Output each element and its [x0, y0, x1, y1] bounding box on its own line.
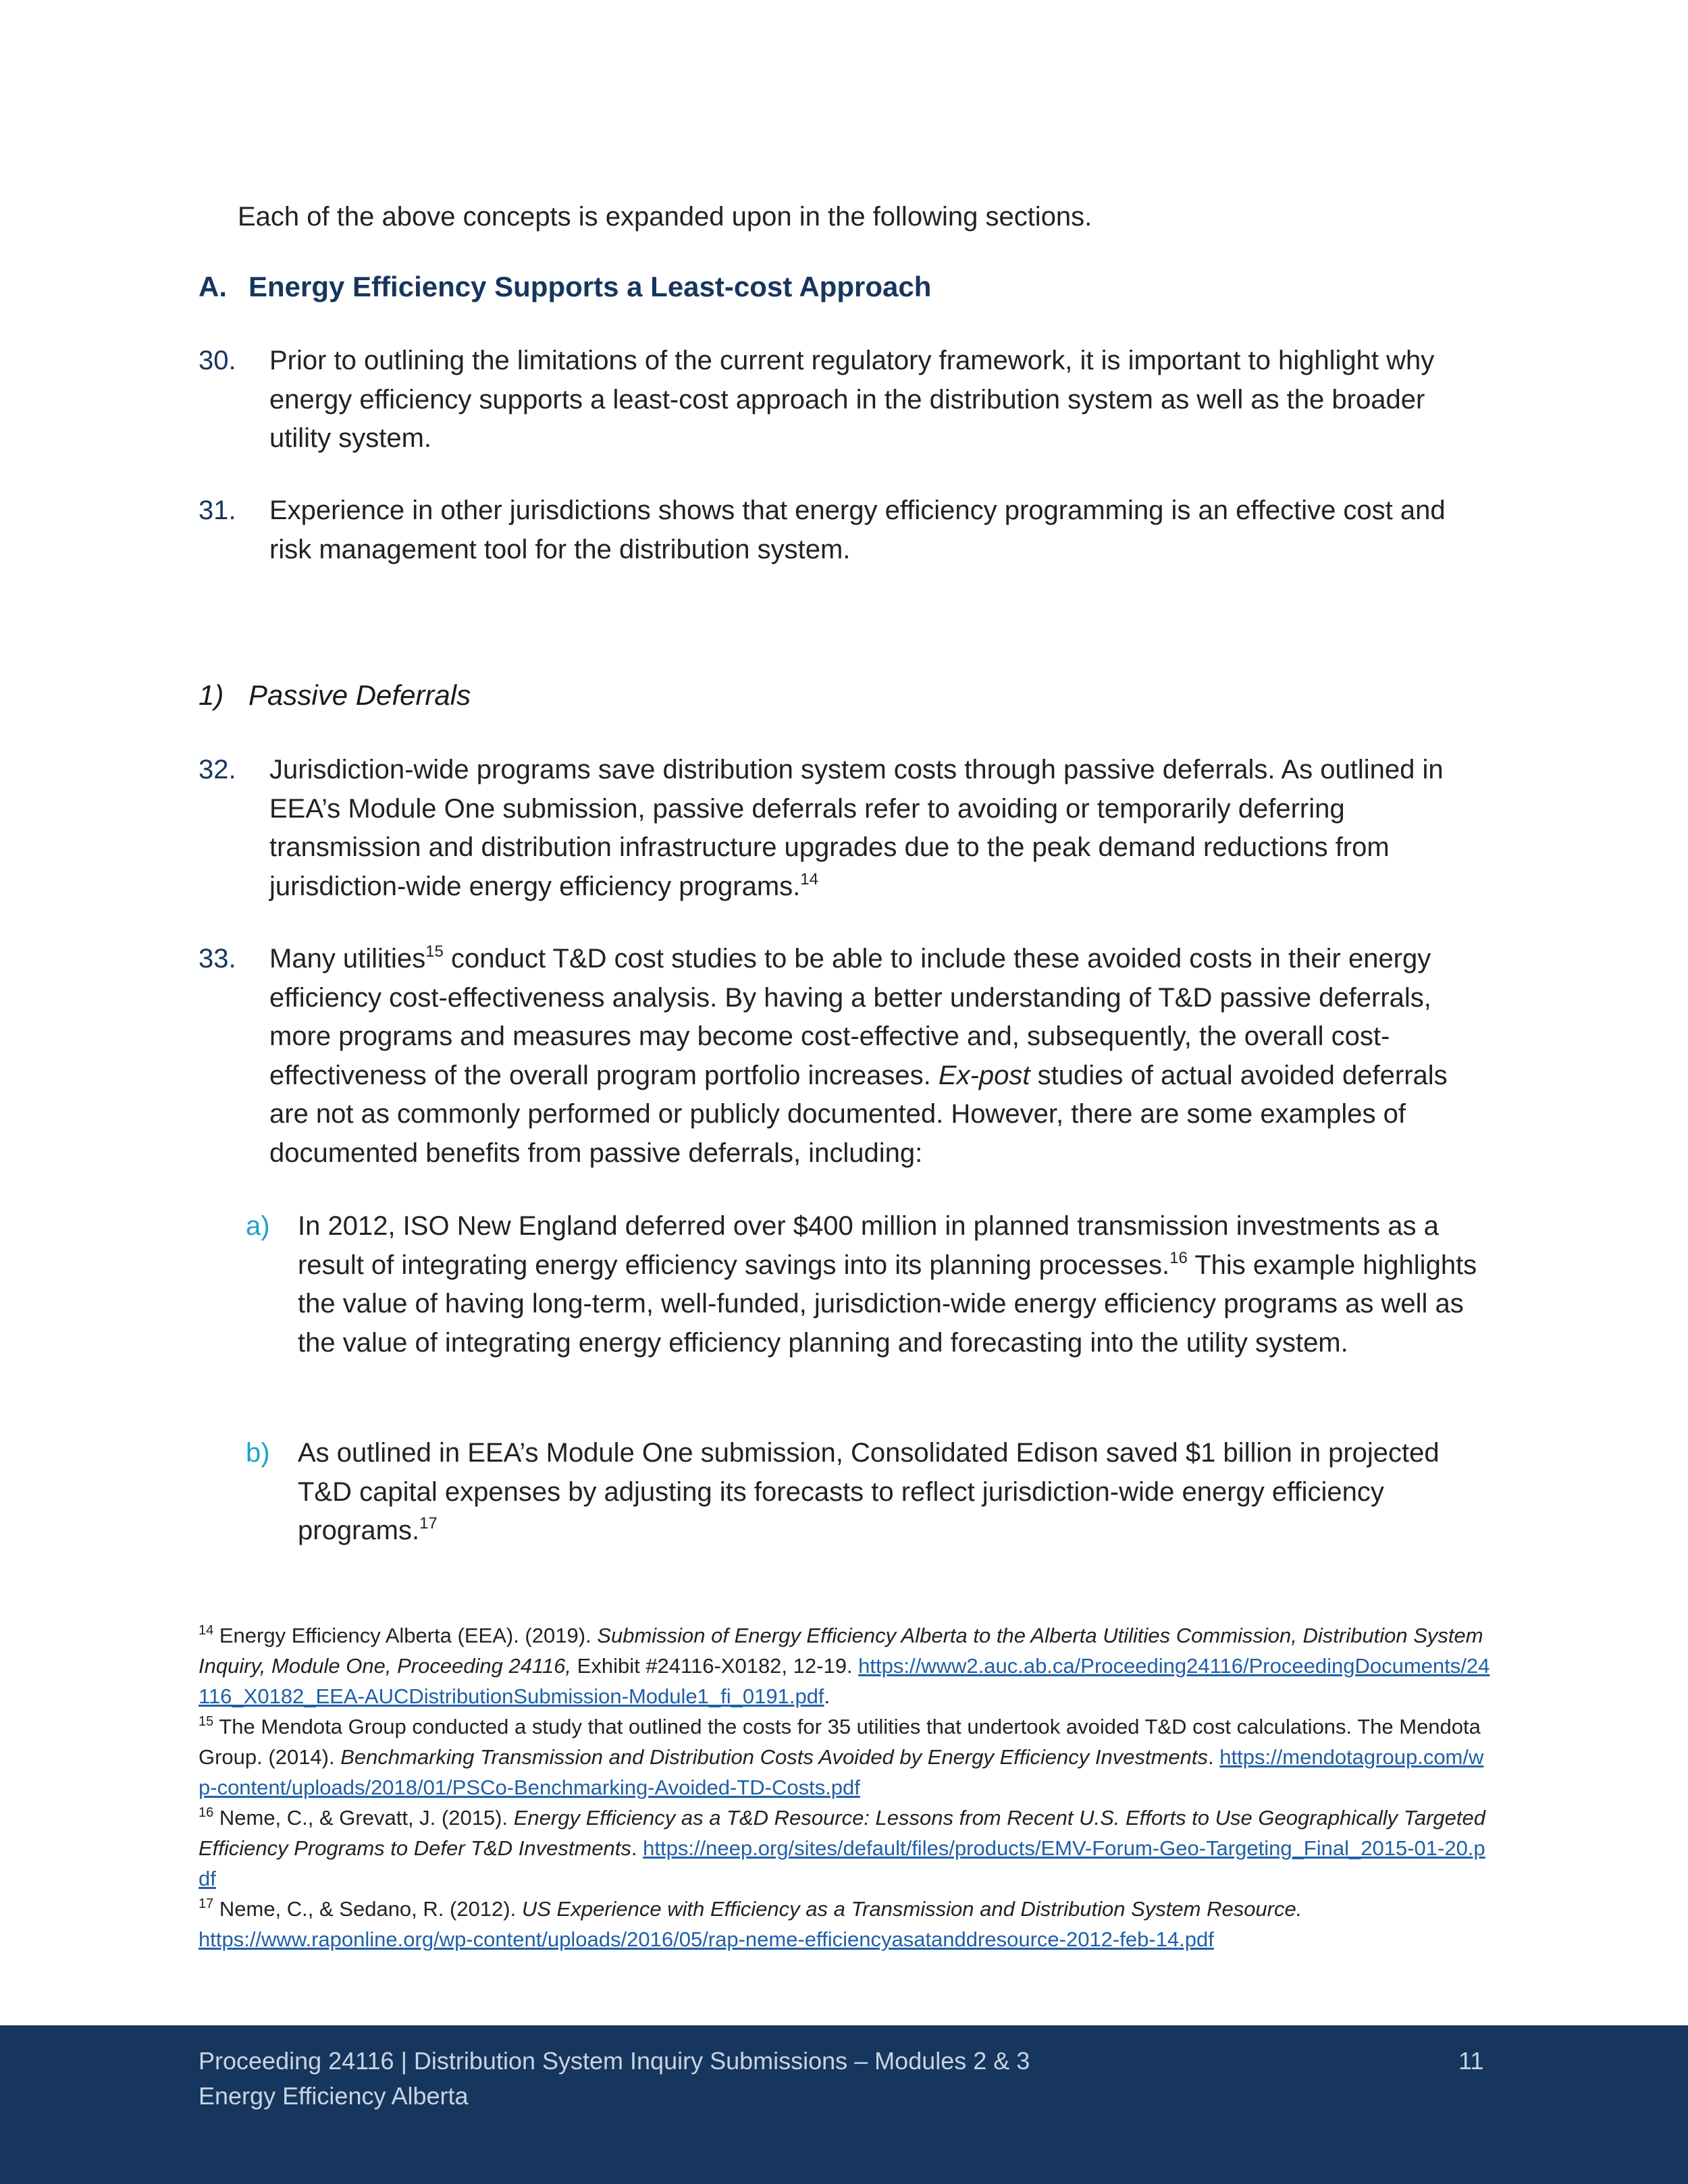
footnote-text: Exhibit #24116-X0182, 12-19. [571, 1654, 859, 1678]
section-title: Energy Efficiency Supports a Least-cost Approach [248, 271, 932, 302]
footnote-title: US Experience with Efficiency as a Transmission and Distribution System Resource. [521, 1897, 1302, 1921]
list-item-label: b) [246, 1438, 270, 1468]
intro-sentence: Each of the above concepts is expanded upon in the following sections. [238, 202, 1092, 232]
footnote-text: . [1208, 1745, 1220, 1769]
italic-term: Ex-post [938, 1060, 1030, 1090]
footer-organization: Energy Efficiency Alberta [199, 2082, 469, 2110]
footnote-text: Energy Efficiency Alberta (EEA). (2019). [213, 1624, 598, 1647]
page-footer [0, 2025, 1688, 2184]
paragraph-text: conduct T&D cost studies to be able to include these avoided costs in their energy efficiency cost-effectiveness analysis. By having a better understanding of T&D passive deferrals, more programs and measures may become cost-effective and, subsequently, the overall cost-effectiveness of the overall program portfolio increases. [269, 944, 1431, 1090]
footnote-17 [199, 1894, 1492, 1954]
footnote-title: Benchmarking Transmission and Distribution Costs Avoided by Energy Efficiency Investments [340, 1745, 1208, 1769]
subsection-heading [199, 675, 471, 716]
list-item-text: As outlined in EEA’s Module One submission, Consolidated Edison saved $1 billion in projected T&D capital expenses by adjusting its forecasts to reflect jurisdiction-wide energy efficiency programs. [298, 1438, 1440, 1545]
footnote-number: 15 [199, 1714, 214, 1729]
footnote-text: . [824, 1684, 830, 1708]
footnote-14 [199, 1620, 1492, 1711]
footer-proceeding: Proceeding 24116 | Distribution System Inquiry Submissions – Modules 2 & 3 [199, 2047, 1030, 2075]
page-number: 11 [1458, 2047, 1484, 2075]
paragraph-text: studies of actual avoided deferrals are not as commonly performed or publicly documented. However, there are some examples of documented benefits from passive deferrals, including: [269, 1060, 1448, 1168]
paragraph-31 [199, 491, 1492, 569]
footnote-title: Energy Efficiency as a T&D Resource: Lessons from Recent U.S. Efforts to Use Geographically Targeted Efficiency Programs to Defer T&D Investments [199, 1806, 1486, 1860]
paragraph-text: Jurisdiction-wide programs save distribution system costs through passive deferrals. As outlined in EEA’s Module One submission, passive deferrals refer to avoiding or temporarily deferring transmission and distribution infrastructure upgrades due to the peak demand reductions from jurisdiction-wide energy efficiency programs. [269, 755, 1444, 901]
list-item-a [246, 1207, 1492, 1362]
section-heading [199, 267, 931, 307]
footnote-link[interactable]: https://www2.auc.ab.ca/Proceeding24116/ProceedingDocuments/24116_X0182_EEA-AUCDistributionSubmission-Module1_fi_0191.pdf [199, 1654, 1490, 1708]
paragraph-number: 33. [199, 944, 236, 974]
footnote-ref-14[interactable]: 14 [800, 870, 818, 888]
footnote-text: Neme, C., & Sedano, R. (2012). [213, 1897, 522, 1921]
paragraph-number: 32. [199, 755, 236, 784]
footnote-link[interactable]: https://www.raponline.org/wp-content/uploads/2016/05/rap-neme-efficiencyasatanddresource-2012-feb-14.pdf [199, 1927, 1214, 1951]
footnote-ref-16[interactable]: 16 [1169, 1248, 1188, 1267]
subsection-title: Passive Deferrals [248, 679, 471, 711]
paragraph-number: 30. [199, 346, 236, 375]
paragraph-text: Many utilities [269, 944, 426, 974]
footnote-number: 14 [199, 1623, 214, 1638]
list-item-label: a) [246, 1211, 270, 1241]
footnote-ref-15[interactable]: 15 [425, 942, 444, 961]
subsection-number: 1) [199, 679, 224, 711]
footnote-ref-17[interactable]: 17 [419, 1514, 438, 1533]
section-letter: A. [199, 271, 227, 302]
footnote-16 [199, 1803, 1492, 1894]
footnote-text: . [631, 1836, 643, 1860]
paragraph-text: Prior to outlining the limitations of the current regulatory framework, it is important to highlight why energy efficiency supports a least-cost approach in the distribution system as well as the broader utility system. [269, 346, 1435, 453]
footnote-number: 17 [199, 1896, 214, 1911]
footnote-text: The Mendota Group conducted a study that outlined the costs for 35 utilities that undertook avoided T&D cost calculations. The Mendota Group. (2014). [199, 1715, 1481, 1769]
footnote-link[interactable]: https://neep.org/sites/default/files/products/EMV-Forum-Geo-Targeting_Final_2015-01-20.pdf [199, 1836, 1485, 1890]
footnote-number: 16 [199, 1805, 214, 1820]
footnote-link[interactable]: https://mendotagroup.com/wp-content/uploads/2018/01/PSCo-Benchmarking-Avoided-TD-Costs.pdf [199, 1745, 1484, 1799]
footnote-15 [199, 1711, 1492, 1803]
paragraph-33 [199, 940, 1492, 1173]
paragraph-text: Experience in other jurisdictions shows that energy efficiency programming is an effective cost and risk management tool for the distribution system. [269, 496, 1446, 564]
list-item-text: This example highlights the value of having long-term, well-funded, jurisdiction-wide energy efficiency programs as well as the value of integrating energy efficiency planning and forecasting into the utility system. [298, 1250, 1477, 1358]
paragraph-number: 31. [199, 496, 236, 525]
footnote-title: Submission of Energy Efficiency Alberta to the Alberta Utilities Commission, Distribution System Inquiry, Module One, Proceeding 24116, [199, 1624, 1483, 1678]
list-item-text: In 2012, ISO New England deferred over $400 million in planned transmission investments as a result of integrating energy efficiency savings into its planning processes. [298, 1211, 1439, 1280]
list-item-b [246, 1434, 1492, 1551]
footnotes [199, 1620, 1492, 1954]
paragraph-30 [199, 342, 1492, 458]
footnote-text: Neme, C., & Grevatt, J. (2015). [213, 1806, 514, 1830]
paragraph-32 [199, 751, 1492, 906]
